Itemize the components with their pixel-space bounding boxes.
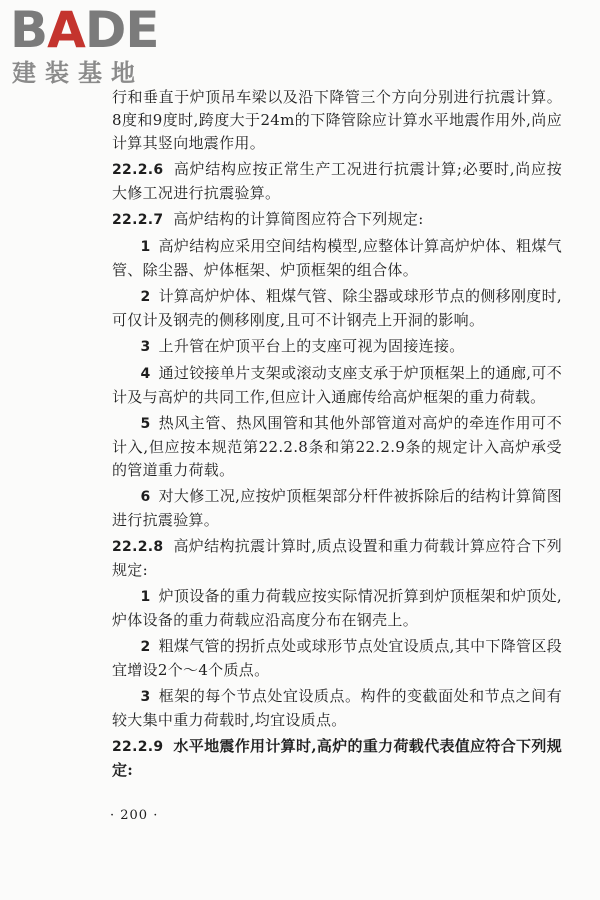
item-number: 2 bbox=[140, 289, 151, 305]
item-text: 计算高炉炉体、粗煤气管、除尘器或球形节点的侧移刚度时,可仅计及钢壳的侧移刚度,且可不计钢壳上开洞的影响。 bbox=[112, 287, 562, 329]
item-text: 对大修工况,应按炉顶框架部分杆件被拆除后的结构计算简图进行抗震验算。 bbox=[112, 487, 562, 529]
list-item bbox=[112, 585, 562, 632]
item-number: 3 bbox=[140, 689, 151, 705]
logo-brand-accent: A bbox=[47, 1, 85, 59]
list-item bbox=[112, 335, 562, 359]
item-text: 炉顶设备的重力荷载应按实际情况折算到炉顶框架和炉顶处,炉体设备的重力荷载应沿高度分布在钢壳上。 bbox=[112, 587, 562, 629]
clause-paragraph bbox=[112, 535, 562, 582]
logo-brand-post: DE bbox=[84, 1, 159, 59]
list-item bbox=[112, 485, 562, 532]
clause-text: 水平地震作用计算时,高炉的重力荷载代表值应符合下列规定: bbox=[112, 737, 562, 779]
document-body bbox=[112, 86, 562, 785]
clause-text: 高炉结构的计算简图应符合下列规定: bbox=[173, 210, 424, 228]
clause-number: 22.2.9 bbox=[112, 739, 164, 755]
item-number: 1 bbox=[140, 589, 151, 605]
list-item bbox=[112, 362, 562, 409]
clause-text: 高炉结构应按正常生产工况进行抗震计算;必要时,尚应按大修工况进行抗震验算。 bbox=[112, 160, 562, 202]
paragraph-continued bbox=[112, 86, 562, 155]
item-number: 6 bbox=[140, 489, 151, 505]
logo-subtitle: 建装基地 bbox=[12, 59, 144, 87]
clause-number: 22.2.8 bbox=[112, 539, 164, 555]
item-text: 高炉结构应采用空间结构模型,应整体计算高炉炉体、粗煤气管、除尘器、炉体框架、炉顶框架的组合体。 bbox=[112, 237, 562, 279]
list-item bbox=[112, 635, 562, 682]
clause-number: 22.2.7 bbox=[112, 212, 164, 228]
page-number: · 200 · bbox=[110, 808, 159, 823]
clause-paragraph bbox=[112, 735, 562, 782]
item-text: 通过铰接单片支架或滚动支座支承于炉顶框架上的通廊,可不计及与高炉的共同工作,但应计入通廊传给高炉框架的重力荷载。 bbox=[112, 364, 562, 406]
item-number: 4 bbox=[140, 366, 151, 382]
list-item bbox=[112, 685, 562, 732]
clause-paragraph bbox=[112, 208, 562, 232]
item-number: 3 bbox=[140, 339, 151, 355]
item-text: 粗煤气管的拐折点处或球形节点处宜设质点,其中下降管区段宜增设2个～4个质点。 bbox=[112, 637, 562, 679]
item-text: 框架的每个节点处宜设质点。构件的变截面处和节点之间有较大集中重力荷载时,均宜设质点。 bbox=[112, 687, 562, 729]
clause-paragraph bbox=[112, 158, 562, 205]
clause-number: 22.2.6 bbox=[112, 162, 164, 178]
item-text: 上升管在炉顶平台上的支座可视为固接连接。 bbox=[158, 337, 465, 355]
bade-logo bbox=[10, 2, 180, 90]
clause-text: 高炉结构抗震计算时,质点设置和重力荷载计算应符合下列规定: bbox=[112, 537, 562, 579]
list-item bbox=[112, 285, 562, 332]
list-item bbox=[112, 235, 562, 282]
item-text: 热风主管、热风围管和其他外部管道对高炉的牵连作用可不计入,但应按本规范第22.2.8条和第22.2.9条的规定计入高炉承受的管道重力荷载。 bbox=[112, 414, 562, 479]
paragraph-text: 行和垂直于炉顶吊车梁以及沿下降管三个方向分别进行抗震计算。8度和9度时,跨度大于24m的下降管除应计算水平地震作用外,尚应计算其竖向地震作用。 bbox=[112, 88, 562, 152]
item-number: 2 bbox=[140, 639, 151, 655]
logo-brand bbox=[10, 2, 159, 58]
item-number: 5 bbox=[140, 416, 151, 432]
list-item bbox=[112, 412, 562, 482]
logo-brand-pre: B bbox=[10, 1, 48, 59]
item-number: 1 bbox=[140, 239, 151, 255]
